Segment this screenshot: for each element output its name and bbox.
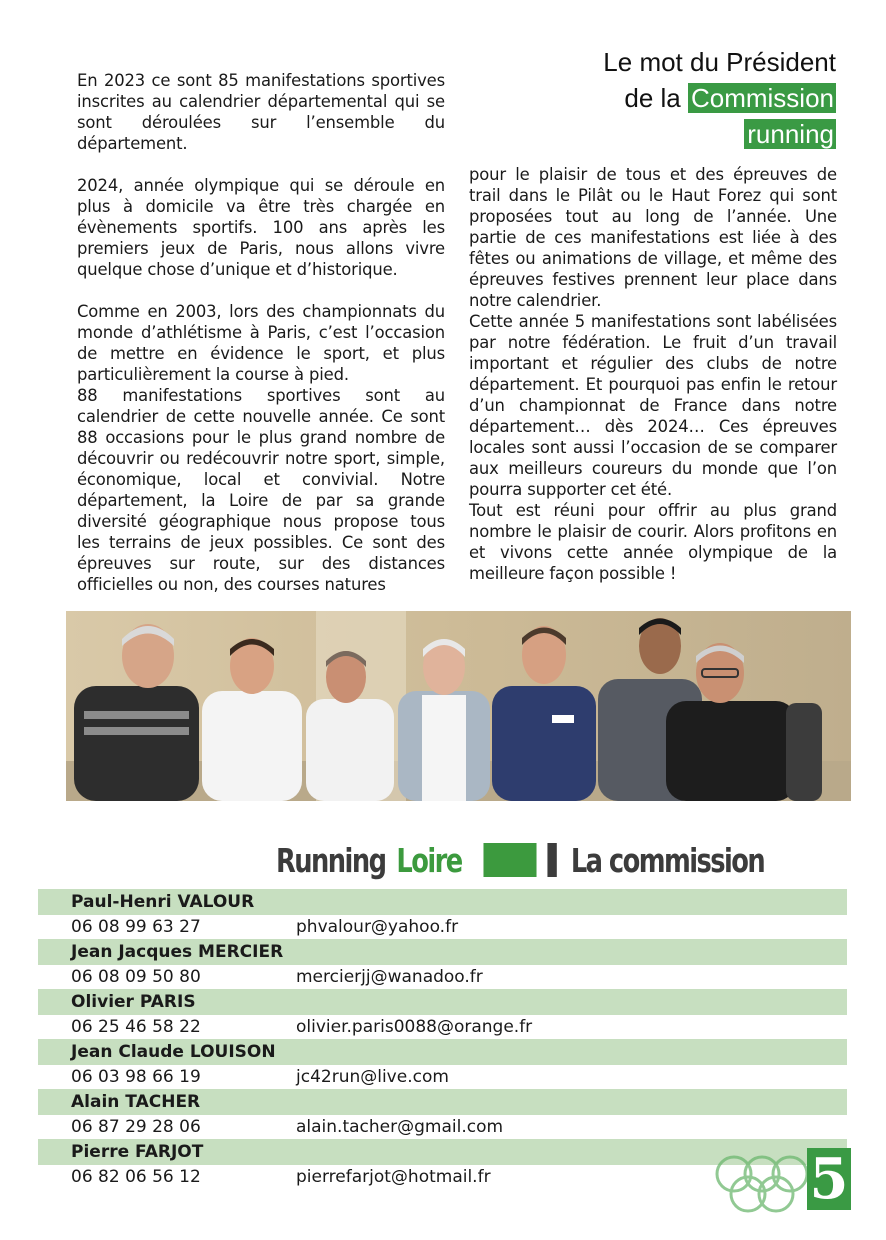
article-paragraph: Tout est réuni pour offrir au plus grand nombre le plaisir de courir. Alors profitons en et vivons cette année olympique de la meilleure façon possible ! [469,501,837,583]
commission-members [38,889,847,1189]
brand-loire: Loire [396,840,462,880]
member-contact [38,965,847,989]
brand-green-block [483,843,536,877]
article-paragraph: pour le plaisir de tous et des épreuves de trail dans le Pilât ou le Haut Forez qui sont proposées tout au long de l’année. Une partie de ces manifestations est liée à des fêtes ou animations de village, et même des épreuves festives prennent leur place dans notre calendrier. [469,165,837,310]
article-paragraph: En 2023 ce sont 85 manifestations sportives inscrites au calendrier départemental qui se sont déroulées sur l’ensemble du département. [77,71,445,153]
member-email: pierrefarjot@hotmail.fr [296,1167,491,1187]
article-left-column [77,70,445,595]
brand-commission: La commission [570,840,765,880]
member-name: Jean Jacques MERCIER [38,939,847,965]
member-contact [38,1065,847,1089]
page-number: 5 [807,1148,851,1210]
member-entry [38,1089,847,1139]
member-phone: 06 08 09 50 80 [71,967,201,987]
page-title [603,44,836,152]
member-entry [38,939,847,989]
member-email: olivier.paris0088@orange.fr [296,1017,533,1037]
paragraph-spacer [77,154,445,175]
title-line-1: Le mot du Président [603,47,836,77]
member-phone: 06 82 06 56 12 [71,1167,201,1187]
brand-running: Running [276,840,386,880]
member-contact [38,1115,847,1139]
member-name: Paul-Henri VALOUR [38,889,847,915]
brand-dark-bar [547,843,556,877]
olympic-rings-icon [712,1150,812,1222]
running-loire-brand [276,838,764,882]
member-email: phvalour@yahoo.fr [296,917,459,937]
member-phone: 06 25 46 58 22 [71,1017,201,1037]
member-entry [38,989,847,1039]
article-paragraph: 2024, année olympique qui se déroule en plus à domicile va être très chargée en évènements sportifs. 100 ans après les premiers jeux de Paris, nous allons vivre quelque chose d’unique et d’historique. [77,176,445,279]
member-phone: 06 08 99 63 27 [71,917,201,937]
member-phone: 06 03 98 66 19 [71,1067,201,1087]
paragraph-spacer [77,280,445,301]
title-prefix: de la [624,83,688,113]
member-name: Pierre FARJOT [38,1139,847,1165]
article-paragraph: 88 manifestations sportives sont au calendrier de cette nouvelle année. Ce sont 88 occasions pour le plus grand nombre de découvrir ou redécouvrir notre sport, simple, économique, local et convivial. Notre département, la Loire de par sa grande diversité géographique nous propose tous les terrains de jeux possibles. Ce sont des épreuves sur route, sur des distances officielles ou non, des courses natures [77,386,445,594]
title-highlight-running: running [744,119,836,149]
member-contact [38,915,847,939]
group-photo-illustration [66,611,851,801]
title-line-2 [603,80,836,116]
member-name: Alain TACHER [38,1089,847,1115]
member-email: alain.tacher@gmail.com [296,1117,504,1137]
member-entry [38,1039,847,1089]
member-name: Jean Claude LOUISON [38,1039,847,1065]
member-email: mercierjj@wanadoo.fr [296,967,483,987]
member-contact [38,1015,847,1039]
member-email: jc42run@live.com [296,1067,449,1087]
member-phone: 06 87 29 28 06 [71,1117,201,1137]
member-name: Olivier PARIS [38,989,847,1015]
title-line-3 [603,116,836,152]
group-photo [66,611,851,801]
article-paragraph: Cette année 5 manifestations sont labélisées par notre fédération. Le fruit d’un travail important et régulier des clubs de notre département. Et pourquoi pas enfin le retour d’un championnat de France dans notre département… dès 2024… Ces épreuves locales sont aussi l’occasion de se comparer aux meilleurs coureurs du monde que l’on pourra supporter cet été. [469,312,837,499]
article-right-column [469,164,837,584]
article-paragraph: Comme en 2003, lors des championnats du monde d’athlétisme à Paris, c’est l’occasion de mettre en évidence le sport, et plus particulièrement la course à pied. [77,302,445,384]
member-entry [38,889,847,939]
title-highlight-commission: Commission [688,83,836,113]
